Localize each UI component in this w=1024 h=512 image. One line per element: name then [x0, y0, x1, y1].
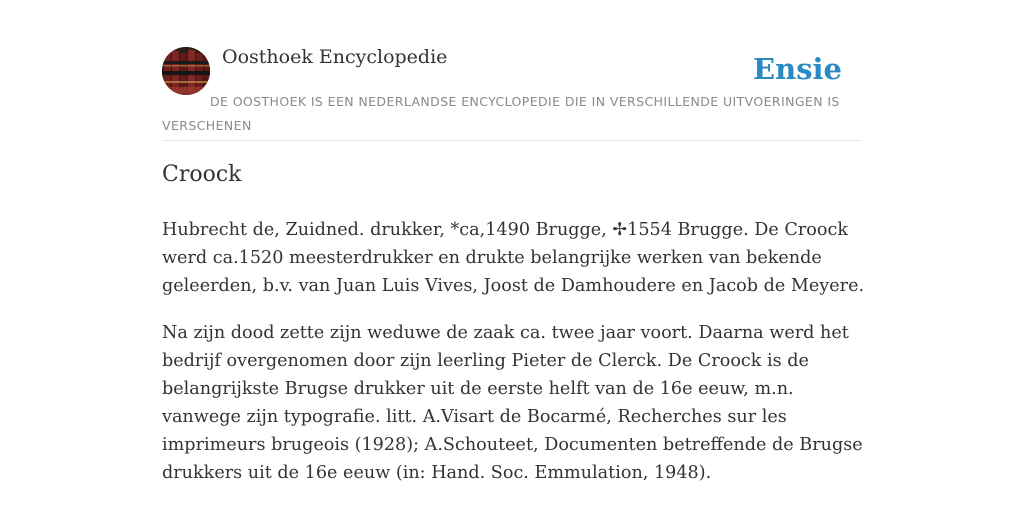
article-paragraph: Hubrecht de, Zuidned. drukker, *ca,1490 Brugge, ✢1554 Brugge. De Croock werd ca.1520 meesterdrukker en drukte belangrijke werken van bekende geleerden, b.v. van Juan Luis Vives, Joost de Damhoudere en Jacob de Meyere.: [162, 220, 865, 296]
article-body: [162, 216, 866, 506]
page: [162, 0, 865, 512]
site-header: [162, 0, 862, 141]
article-title: Croock: [162, 162, 242, 187]
site-tagline: DE OOSTHOEK IS EEN NEDERLANDSE ENCYCLOPEDIE DIE IN VERSCHILLENDE UITVOERINGEN IS VERSCHENEN: [162, 94, 840, 133]
site-title-link[interactable]: Oosthoek Encyclopedie: [222, 46, 448, 68]
article-paragraph: Na zijn dood zette zijn weduwe de zaak ca. twee jaar voort. Daarna werd het bedrijf overgenomen door zijn leerling Pieter de Clerck. De Croock is de belangrijkste Brugse drukker uit de eerste helft van de 16e eeuw, m.n. vanwege zijn typografie. litt. A.Visart de Bocarmé, Recherches sur les imprimeurs brugeois (1928); A.Schouteet, Documenten betreffende de Brugse drukkers uit de 16e eeuw (in: Hand. Soc. Emmulation, 1948).: [162, 323, 863, 483]
books-icon[interactable]: [162, 47, 210, 95]
brand-logo-link[interactable]: Ensie: [753, 52, 842, 86]
